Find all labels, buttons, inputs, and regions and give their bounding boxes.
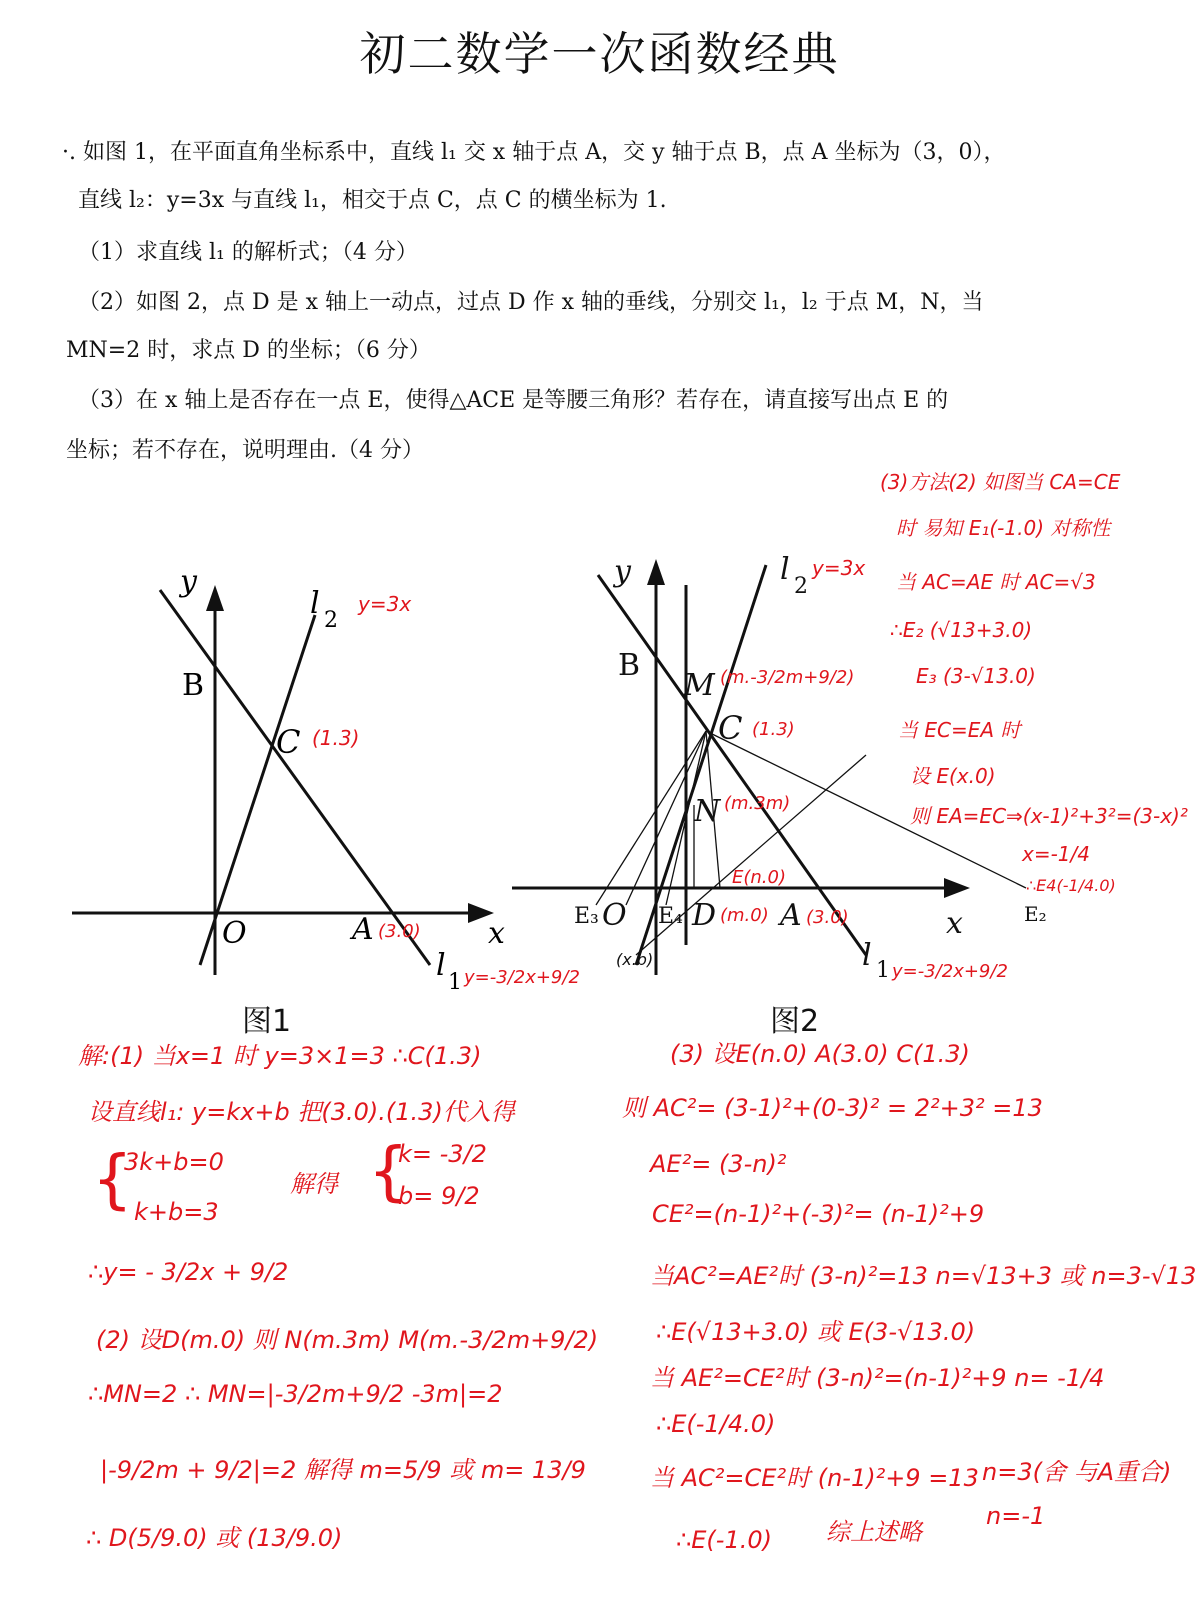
- fig2-label-E4: E₄: [658, 904, 683, 929]
- fig1-label-l1-sub: 1: [448, 970, 462, 995]
- fig2-note-n: (m.3m): [724, 793, 791, 814]
- sol-left-brace-1: {: [92, 1143, 133, 1217]
- sol-right-6: ∴E(√13+3.0) 或 E(3-√13.0): [656, 1318, 976, 1346]
- sol-right-10: n=3(舍 与A重合): [982, 1458, 1172, 1486]
- sol-right-4: CE²=(n-1)²+(-3)²= (n-1)²+9: [652, 1200, 985, 1228]
- fig2-note-e: E(n.0): [732, 867, 786, 888]
- fig1-label-y: y: [180, 564, 197, 599]
- margin-note-5: E₃ (3-√13.0): [916, 664, 1036, 688]
- problem-line-1: ·. 如图 1，在平面直角坐标系中，直线 l₁ 交 x 轴于点 A，交 y 轴于点 B，点 A 坐标为（3，0），: [62, 140, 1006, 165]
- sol-right-3: AE²= (3-n)²: [650, 1150, 787, 1178]
- sol-left-7: b= 9/2: [398, 1182, 480, 1210]
- fig1-note-c: (1.3): [312, 726, 360, 750]
- fig1-note-a: (3.0): [378, 921, 421, 942]
- fig1-label-l2: l: [310, 586, 320, 621]
- fig2-label-A: A: [780, 898, 802, 933]
- sol-left-6: k= -3/2: [398, 1140, 487, 1168]
- sol-right-7: 当 AE²=CE²时 (3-n)²=(n-1)²+9 n= -1/4: [650, 1364, 1105, 1392]
- fig1-label-B: B: [182, 668, 205, 703]
- sol-right-8: ∴E(-1/4.0): [656, 1410, 776, 1438]
- problem-part-1: （1）求直线 l₁ 的解析式；（4 分）: [78, 240, 418, 265]
- problem-part-2a: （2）如图 2，点 D 是 x 轴上一动点，过点 D 作 x 轴的垂线，分别交 l₁，l₂ 于点 M，N，当: [78, 290, 984, 315]
- fig2-note-d: (m.0): [720, 905, 769, 926]
- sol-right-5: 当AC²=AE²时 (3-n)²=13 n=√13+3 或 n=3-√13: [650, 1262, 1197, 1290]
- fig1-caption: 图1: [242, 1004, 292, 1039]
- margin-note-8: 则 EA=EC⇒(x-1)²+3²=(3-x)²: [910, 804, 1188, 828]
- fig2-note-l2eq: y=3x: [812, 556, 866, 580]
- sol-left-5: 解得: [290, 1170, 338, 1198]
- problem-part-3b: 坐标；若不存在，说明理由.（4 分）: [66, 438, 424, 463]
- sol-left-2: 设直线l₁: y=kx+b 把(3.0).(1.3)代入得: [88, 1098, 515, 1126]
- sol-left-9: (2) 设D(m.0) 则 N(m.3m) M(m.-3/2m+9/2): [96, 1326, 599, 1354]
- sol-right-2: 则 AC²= (3-1)²+(0-3)² = 2²+3² =13: [622, 1094, 1043, 1122]
- sol-left-1: 解:(1) 当x=1 时 y=3×1=3 ∴C(1.3): [78, 1042, 482, 1070]
- sol-left-3: 3k+b=0: [124, 1148, 224, 1176]
- sol-left-brace-2: {: [368, 1135, 409, 1209]
- fig1-label-A: A: [352, 912, 374, 947]
- fig2-note-xb: (x.b): [616, 950, 654, 969]
- fig2-label-l2: l: [780, 552, 790, 587]
- problem-part-2b: MN=2 时，求点 D 的坐标；（6 分）: [66, 338, 431, 363]
- fig2-note-a: (3.0): [806, 907, 849, 928]
- fig2-label-O: O: [602, 898, 627, 933]
- margin-note-2: 时 易知 E₁(-1.0) 对称性: [896, 516, 1111, 540]
- fig1-label-x: x: [488, 916, 505, 951]
- fig2-label-N: N: [694, 794, 721, 829]
- margin-note-4: ∴E₂ (√13+3.0): [890, 618, 1033, 642]
- margin-note-7: 设 E(x.0): [910, 764, 996, 788]
- fig2-label-l1-sub: 1: [876, 958, 890, 983]
- fig1-label-l2-sub: 2: [324, 608, 338, 633]
- fig1-note-l1eq: y=-3/2x+9/2: [464, 967, 580, 988]
- fig1-line-l1: [160, 590, 430, 965]
- fig2-label-l1: l: [862, 938, 872, 973]
- margin-note-3: 当 AC=AE 时 AC=√3: [896, 570, 1096, 594]
- fig2-line-l1: [598, 575, 866, 955]
- fig2-label-B: B: [618, 648, 641, 683]
- figure-1: [60, 555, 580, 995]
- fig2-note-c: (1.3): [752, 719, 795, 740]
- fig2-caption: 图2: [770, 1004, 820, 1039]
- fig1-label-l1: l: [436, 948, 446, 983]
- margin-note-9: x=-1/4: [1022, 842, 1090, 866]
- problem-part-3a: （3）在 x 轴上是否存在一点 E，使得△ACE 是等腰三角形？若存在，请直接写出点 E 的: [78, 388, 949, 413]
- fig2-note-l1eq: y=-3/2x+9/2: [892, 961, 1008, 982]
- fig2-label-E3: E₃: [574, 904, 599, 929]
- fig1-label-C: C: [276, 723, 301, 761]
- fig1-label-O: O: [222, 916, 247, 951]
- sol-right-13: 综上述略: [826, 1518, 922, 1546]
- fig2-thin-line-1: [596, 731, 706, 905]
- page-title: 初二数学一次函数经典: [359, 27, 840, 81]
- sol-left-11: |-9/2m + 9/2|=2 解得 m=5/9 或 m= 13/9: [100, 1456, 586, 1484]
- fig2-note-m: (m.-3/2m+9/2): [720, 667, 855, 688]
- fig2-note-e4: ∴E4(-1/4.0): [1026, 876, 1116, 895]
- fig2-label-D: D: [692, 898, 717, 933]
- fig2-label-l2-sub: 2: [794, 574, 808, 599]
- fig2-label-E2: E₂: [1024, 902, 1047, 926]
- problem-line-2: 直线 l₂：y=3x 与直线 l₁，相交于点 C，点 C 的横坐标为 1.: [78, 188, 667, 213]
- fig1-note-l2eq: y=3x: [358, 592, 412, 616]
- sol-left-12: ∴ D(5/9.0) 或 (13/9.0): [86, 1524, 343, 1552]
- figure-2: [506, 545, 1146, 995]
- sol-right-11: n=-1: [986, 1502, 1046, 1530]
- sol-left-4: k+b=3: [134, 1198, 219, 1226]
- margin-note-1: (3)方法(2) 如图当 CA=CE: [880, 470, 1121, 494]
- fig2-label-M: M: [684, 668, 715, 703]
- fig2-label-C: C: [718, 709, 743, 747]
- sol-right-12: ∴E(-1.0): [676, 1526, 772, 1554]
- fig2-label-x: x: [946, 906, 963, 941]
- sol-left-8: ∴y= - 3/2x + 9/2: [88, 1258, 289, 1286]
- sol-right-9: 当 AC²=CE²时 (n-1)²+9 =13: [650, 1464, 979, 1492]
- sol-left-10: ∴MN=2 ∴ MN=|-3/2m+9/2 -3m|=2: [88, 1380, 503, 1408]
- margin-note-6: 当 EC=EA 时: [898, 718, 1021, 742]
- sol-right-1: (3) 设E(n.0) A(3.0) C(1.3): [670, 1040, 970, 1068]
- fig2-label-y: y: [614, 554, 631, 589]
